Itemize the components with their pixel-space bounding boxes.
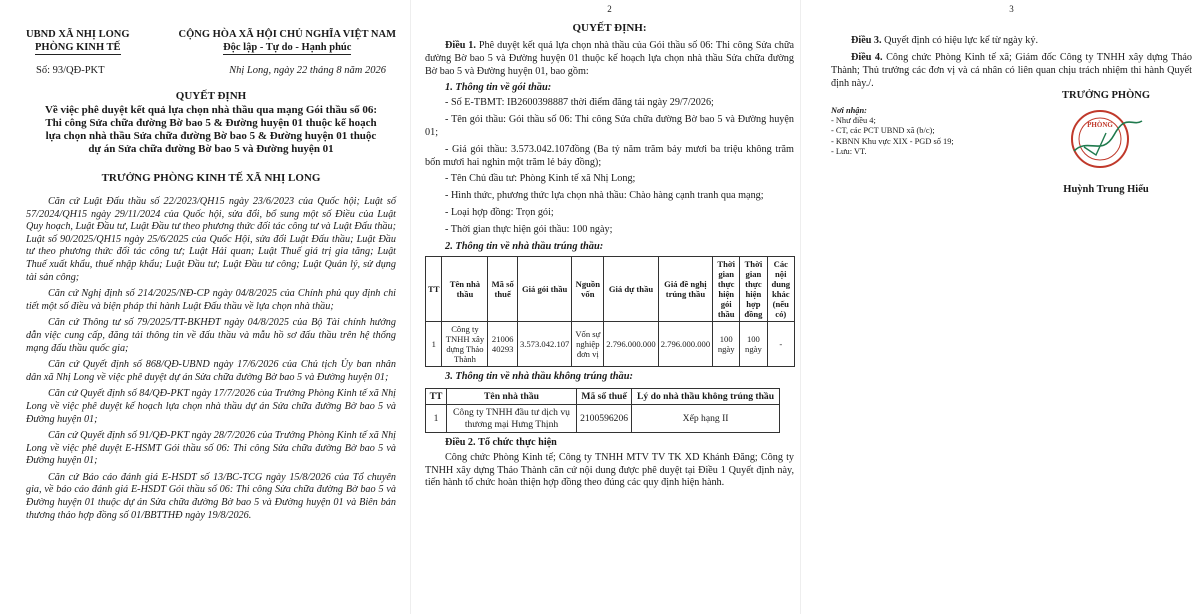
issuing-department: PHÒNG KINH TẾ xyxy=(34,42,121,53)
recipient-item: - Như điều 4; xyxy=(831,116,876,126)
recipient-item: - KBNN Khu vực XIX - PGD số 19; xyxy=(831,136,954,146)
national-title: CỘNG HÒA XÃ HỘI CHỦ NGHĨA VIỆT NAM xyxy=(178,29,396,40)
recipient-item: - Lưu: VT. xyxy=(831,146,867,156)
official-stamp xyxy=(1066,107,1146,169)
article-4-label: Điều 4. xyxy=(851,52,883,63)
header-right xyxy=(178,28,396,55)
article-4 xyxy=(831,51,1192,90)
table-header-cell: Giá đề nghị trúng thầu xyxy=(658,256,712,321)
page-number: 2 xyxy=(607,4,612,14)
table-cell: Xếp hạng II xyxy=(632,405,780,433)
losing-bidder-table xyxy=(425,388,780,434)
table-cell: 2100596206 xyxy=(577,405,632,433)
number-date-row xyxy=(26,65,396,76)
recipients-heading: Nơi nhận: xyxy=(831,106,867,115)
table-header-cell: Giá dự thầu xyxy=(604,256,658,321)
stamp-text: PHÒNG xyxy=(1087,121,1113,129)
document-title: QUYẾT ĐỊNH xyxy=(175,90,247,102)
decision-title: QUYẾT ĐỊNH: xyxy=(572,22,647,34)
table-cell: - xyxy=(767,321,794,366)
table-cell: 100 ngày xyxy=(740,321,767,366)
article-4-text: Công chức Phòng Kinh tế xã; Giám đốc Công ty TNHH xây dựng Thảo Thành; Thủ trưởng các đơn vị và cá nhân có liên quan chịu trách nhiệm thi hành Quyết định này./. xyxy=(831,52,1193,89)
signer-title: TRƯỞNG PHÒNG xyxy=(1062,90,1150,101)
table-header-cell: Các nội dung khác (nếu có) xyxy=(767,256,794,321)
table-cell: 2.796.000.000 xyxy=(658,321,712,366)
table-header-cell: Mã số thuế xyxy=(488,256,518,321)
table-header-cell: Mã số thuế xyxy=(577,388,632,405)
legal-basis-paragraph: Căn cứ Quyết định số 84/QĐ-PKT ngày 17/7/2026 của Trưởng Phòng Kinh tế xã Nhị Long về việc phê duyệt kế hoạch lựa chọn nhà thầu dự án Sửa chữa đường Bờ bao 5 và Đường huyện 01; xyxy=(26,388,397,425)
table-header-cell: Nguồn vốn xyxy=(572,256,604,321)
article-1-label: Điều 1. xyxy=(445,40,476,51)
table-cell: Công ty TNHH xây dựng Thảo Thành xyxy=(442,321,488,366)
table-header-cell: Giá gói thầu xyxy=(517,256,571,321)
recipients-block xyxy=(831,106,1061,157)
legal-basis-paragraph: Căn cứ Quyết định số 868/QĐ-UBND ngày 17/6/2026 của Chủ tịch Ủy ban nhân dân xã Nhị Long về việc phê duyệt dự án Sửa chữa đường Bờ bao 5 và Đường huyện 01; xyxy=(26,359,396,383)
signature-block xyxy=(1031,90,1181,195)
info-line: - Loại hợp đồng: Trọn gói; xyxy=(445,206,554,218)
table-header-cell: Thời gian thực hiện hợp đồng xyxy=(740,256,767,321)
document-number: Số: 93/QĐ-PKT xyxy=(36,65,105,76)
table-cell: 3.573.042.107 xyxy=(517,321,571,366)
article-3-text: Quyết định có hiệu lực kể từ ngày ký. xyxy=(884,35,1039,46)
table-cell: 2.796.000.000 xyxy=(604,321,658,366)
page-3 xyxy=(800,0,1200,614)
legal-basis-paragraph: Căn cứ Luật Đấu thầu số 22/2023/QH15 ngày 23/6/2023 của Quốc hội; Luật số 57/2024/QH15 ngày 29/11/2024 của Quốc hội, sửa đổi, bổ sung một số Điều của Luật Quy hoạch, Luật Đầu tư, Luật Đầu tư theo phương thức đối tác công tư và Luật Đấu thầu; Luật số 90/2025/QH15 ngày 25/6/2025 của Quốc Hội, sửa đổi Luật Đấu thầu; Luật Đầu tư theo phương thức đối tác công tư; Luật Hải quan; Luật Thuế giá trị gia tăng; Luật Thuế xuất khẩu, thuế nhập khẩu; Luật Đầu tư; Luật Đầu tư công; Luật Quản lý, sử dụng tài sản công; xyxy=(26,196,396,283)
recipient-item: - CT, các PCT UBND xã (b/c); xyxy=(831,126,935,136)
article-1-text: Phê duyệt kết quả lựa chọn nhà thầu của Gói thầu số 06: Thi công Sửa chữa đường Bờ bao 5 và Đường huyện 01 thuộc kế hoạch lựa chọn nhà thầu Sửa chữa đường Bờ bao 5 và Đường huyện 01, bao gồm: xyxy=(425,40,794,77)
article-2-label: Điều 2. xyxy=(445,437,476,449)
article-1 xyxy=(425,40,794,78)
document-subject: Về việc phê duyệt kết quả lựa chọn nhà thầu qua mạng Gói thầu số 06: Thi công Sửa chữa đường Bờ bao 5 & Đường huyện 01 thuộc kế hoạch lựa chọn nhà thầu Sửa chữa đường Bờ bao 5 & Đường huyện 01 thuộc dự án Sửa chữa đường Bờ bao 5 và Đường huyện 01 xyxy=(44,104,378,155)
info-line: - Giá gói thầu: 3.573.042.107đồng (Ba tỷ năm trăm bảy mươi ba triệu không trăm bốn mươi hai nghìn một trăm lẻ bảy đồng); xyxy=(425,143,794,168)
article-2-title: Tổ chức thực hiện xyxy=(478,437,557,449)
table-cell: 2100640293 xyxy=(488,321,518,366)
table-cell: Vốn sự nghiệp đơn vị xyxy=(572,321,604,366)
table-cell: 100 ngày xyxy=(713,321,740,366)
authority-heading: TRƯỞNG PHÒNG KINH TẾ XÃ NHỊ LONG xyxy=(101,172,321,184)
table-cell: Công ty TNHH đầu tư dịch vụ thương mại Hưng Thịnh xyxy=(447,405,577,433)
page-number: 3 xyxy=(1009,4,1014,14)
section-1-heading: 1. Thông tin về gói thầu: xyxy=(445,82,552,94)
table-header-cell: Thời gian thực hiện gói thầu xyxy=(713,256,740,321)
info-line: - Tên Chủ đầu tư: Phòng Kinh tế xã Nhị Long; xyxy=(445,173,636,185)
article-2-text: Công chức Phòng Kinh tế; Công ty TNHH MTV TV TK XD Khánh Đăng; Công ty TNHH xây dựng Thảo Thành căn cứ nội dung được phê duyệt tại Điều 1 Quyết định này, tiến hành tổ chức hoàn thiện hợp đồng theo đúng các quy định hiện hành. xyxy=(425,451,794,489)
table-cell: 1 xyxy=(426,405,447,433)
header-left xyxy=(26,28,130,55)
signer-name: Huỳnh Trung Hiếu xyxy=(1063,184,1149,195)
table-row xyxy=(426,405,780,433)
article-2-heading xyxy=(425,437,794,450)
page-2 xyxy=(410,0,800,614)
legal-basis-paragraph: Căn cứ Nghị định số 214/2025/NĐ-CP ngày 04/8/2025 của Chính phủ quy định chi tiết một số điều và biện pháp thi hành Luật Đấu thầu về lựa chọn nhà thầu; xyxy=(26,288,396,312)
winning-bidder-table xyxy=(425,256,795,367)
info-line: - Tên gói thầu: Gói thầu số 06: Thi công Sửa chữa đường Bờ bao 5 và Đường huyện 01; xyxy=(425,114,794,138)
legal-basis-paragraph: Căn cứ Báo cáo đánh giá E-HSDT số 13/BC-TCG ngày 15/8/2026 của Tổ chuyên gia, về báo cáo đánh giá E-HSDT Gói thầu số 06: Thi công Sửa chữa đường Bờ bao 5 và Đường huyện 01 thuộc dự án Sửa chữa đường Bờ bao 5 và Đường huyện 01 và Biên bản thương thảo hợp đồng số 01/BBTTHĐ ngày 19/8/2026. xyxy=(26,471,396,521)
table-header-cell: Lý do nhà thầu không trúng thầu xyxy=(632,388,780,405)
table-header-cell: TT xyxy=(426,388,447,405)
document-header xyxy=(26,28,396,55)
section-3-heading: 3. Thông tin về nhà thầu không trúng thầu: xyxy=(445,370,633,382)
document-date: Nhị Long, ngày 22 tháng 8 năm 2026 xyxy=(229,65,386,76)
table-header-cell: Tên nhà thầu xyxy=(442,256,488,321)
info-line: - Hình thức, phương thức lựa chọn nhà thầu: Chào hàng cạnh tranh qua mạng; xyxy=(445,190,764,202)
table-header-row xyxy=(426,388,780,405)
issuing-authority: UBND XÃ NHỊ LONG xyxy=(26,29,130,40)
article-3-label: Điều 3. xyxy=(851,35,882,46)
table-header-cell: Tên nhà thầu xyxy=(447,388,577,405)
table-cell: 1 xyxy=(426,321,442,366)
page-1 xyxy=(0,0,410,614)
legal-basis-paragraph: Căn cứ Thông tư số 79/2025/TT-BKHĐT ngày 04/8/2025 của Bộ Tài chính hướng dẫn việc cung cấp, đăng tải thông tin về đấu thầu và mẫu hồ sơ đấu thầu trên hệ thống mạng đấu thầu quốc gia; xyxy=(26,317,396,354)
info-line: - Số E-TBMT: IB2600398887 thời điểm đăng tải ngày 29/7/2026; xyxy=(445,97,714,109)
article-3 xyxy=(831,34,1192,47)
table-header-cell: TT xyxy=(426,256,442,321)
legal-basis-paragraph: Căn cứ Quyết định số 91/QĐ-PKT ngày 28/7/2026 của Trưởng Phòng Kinh tế xã Nhị Long về việc phê duyệt E-HSMT Gói thầu số 06: Thi công Sửa chữa đường Bờ bao 5 và Đường huyện 01; xyxy=(26,430,397,467)
section-2-heading: 2. Thông tin về nhà thầu trúng thầu: xyxy=(445,240,604,252)
table-header-row xyxy=(426,256,795,321)
info-line: - Thời gian thực hiện gói thầu: 100 ngày; xyxy=(445,223,613,235)
table-row xyxy=(426,321,795,366)
national-motto: Độc lập - Tự do - Hạnh phúc xyxy=(223,42,352,53)
